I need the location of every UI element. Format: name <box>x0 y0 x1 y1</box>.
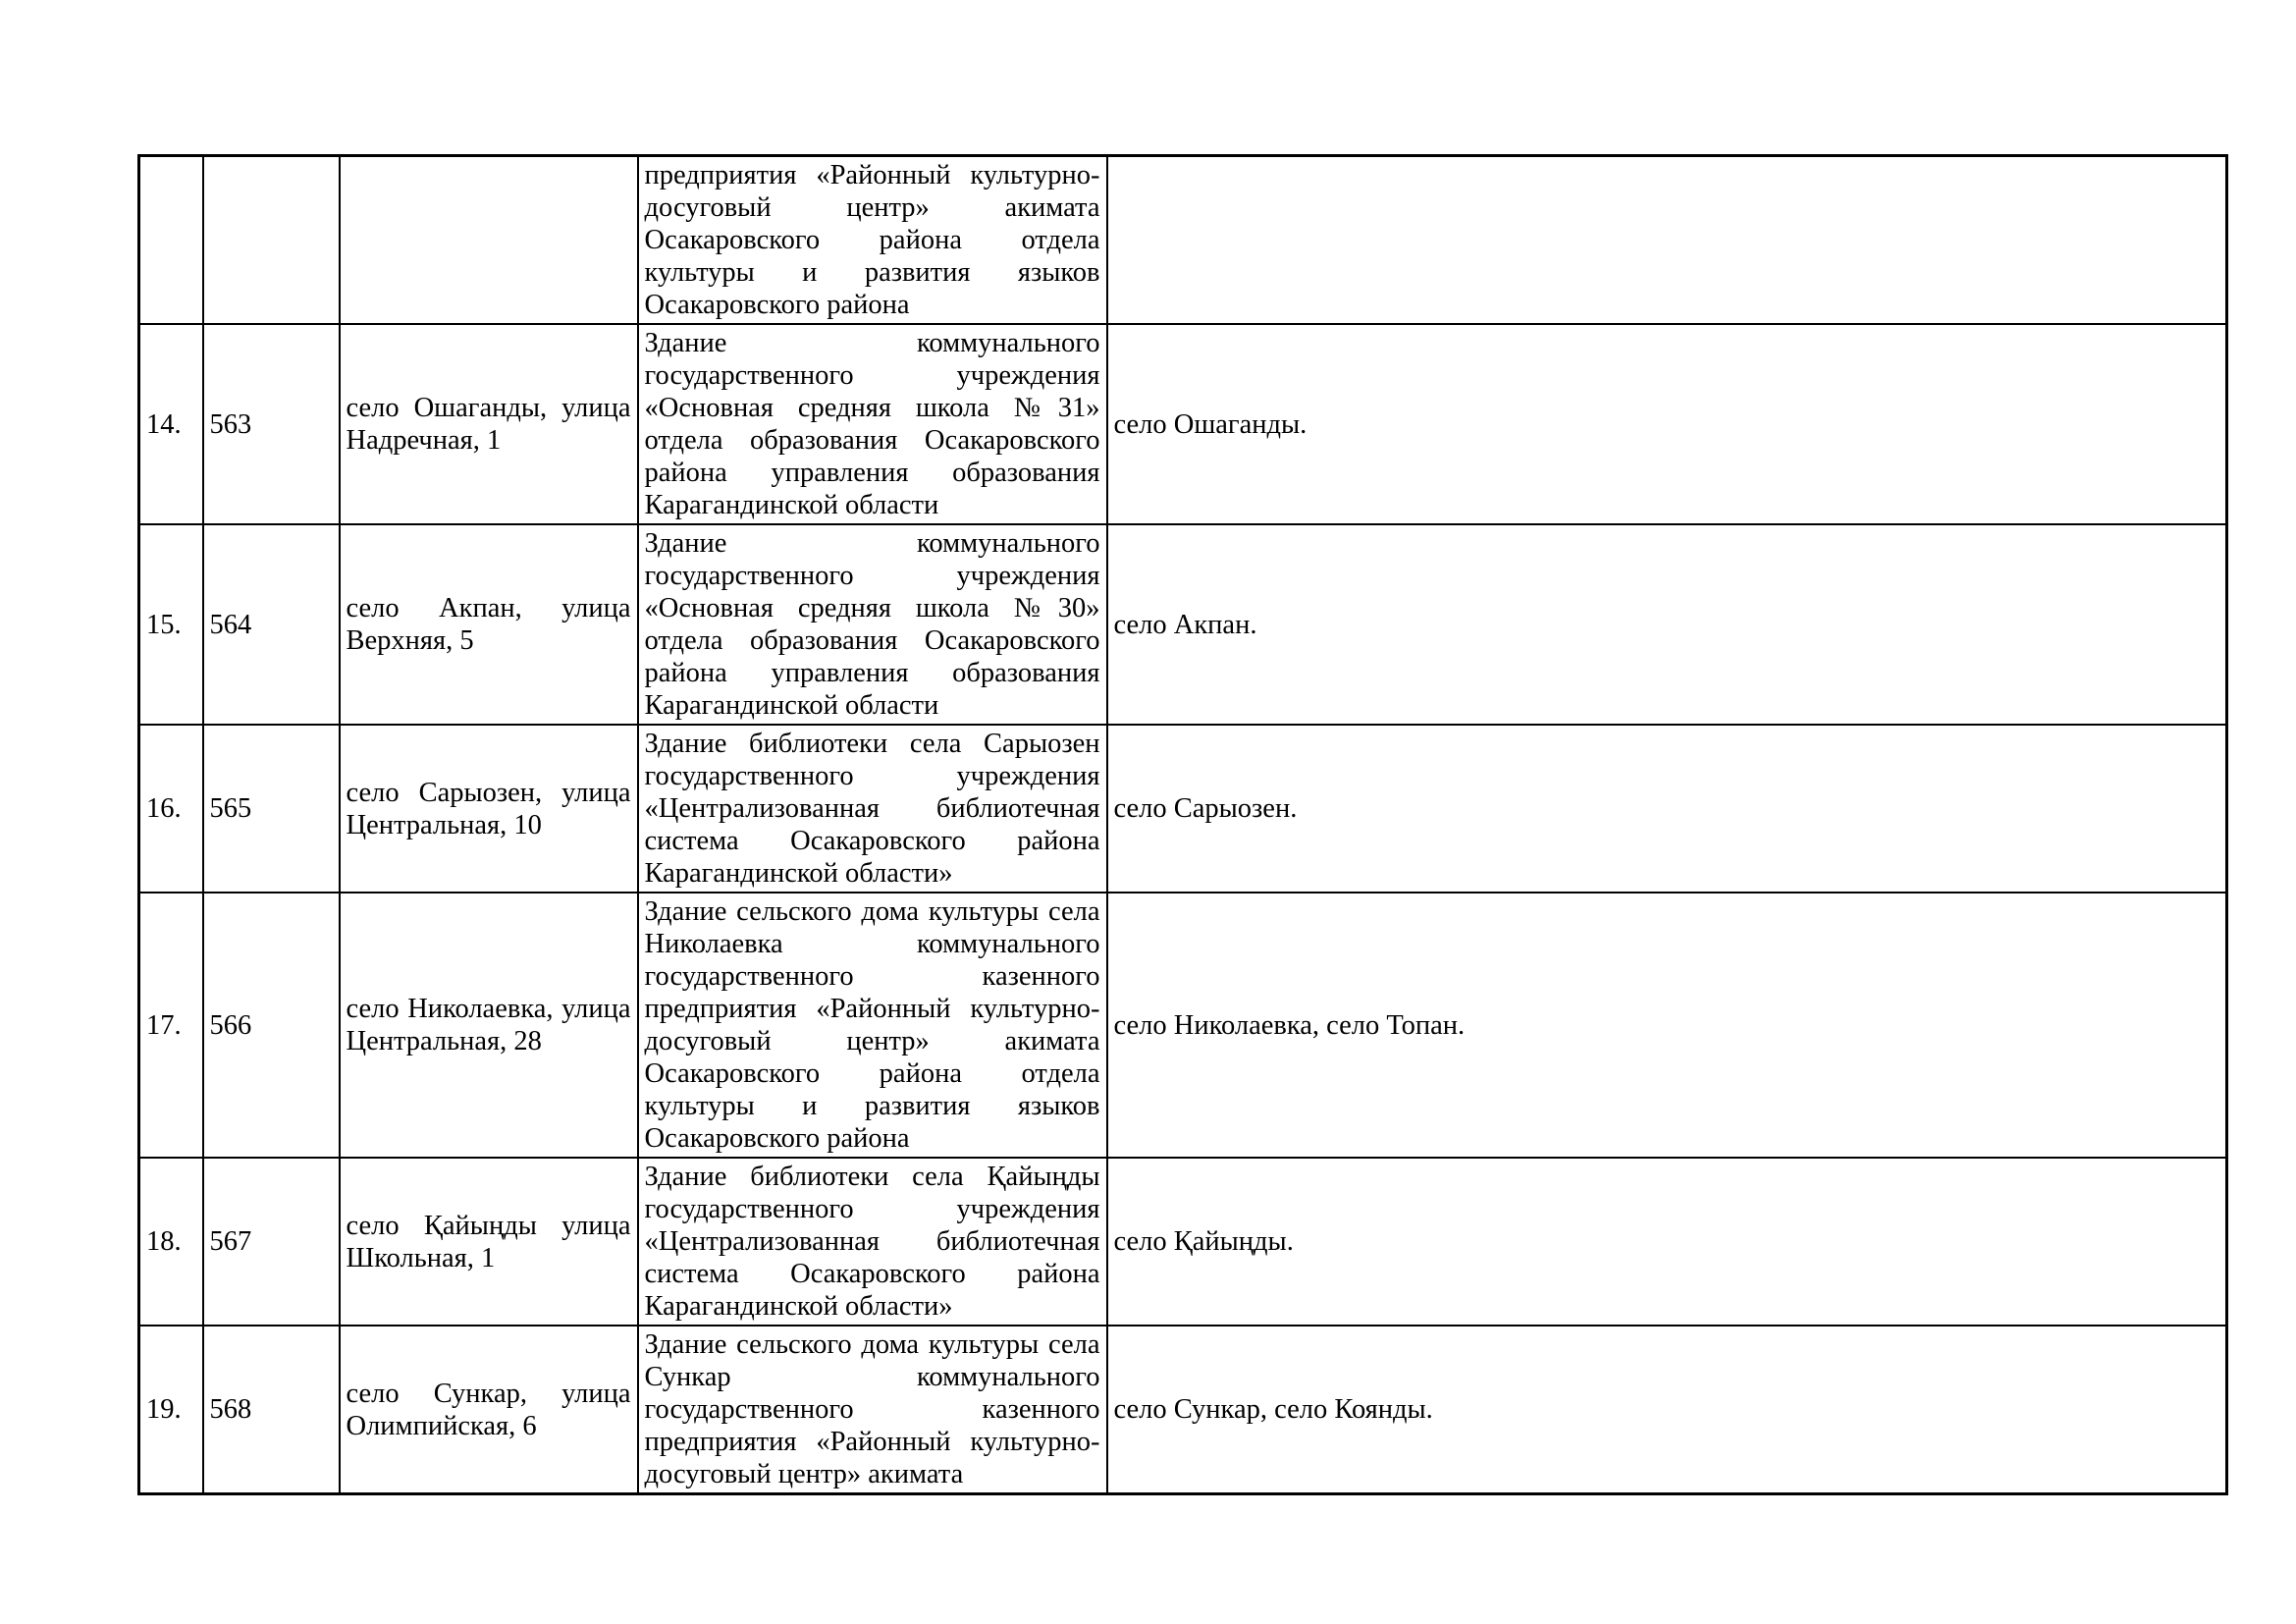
cell-row-number <box>139 156 203 325</box>
cell-row-number: 14. <box>139 324 203 524</box>
cell-settlement: село Сарыозен. <box>1107 725 2227 893</box>
cell-description: Здание коммунального государственного учреждения «Основная средняя школа №31» отдела образования Осакаровского района управления образования Карагандинской области <box>638 324 1107 524</box>
cell-address: село Сункар, улица Олимпийская, 6 <box>340 1326 638 1494</box>
table-row <box>139 1326 2227 1494</box>
table-row <box>139 1158 2227 1326</box>
cell-object-id: 564 <box>203 524 340 725</box>
table-row <box>139 324 2227 524</box>
cell-description: Здание библиотеки села Қайыңды государственного учреждения «Централизованная библиотечная система Осакаровского района Карагандинской области» <box>638 1158 1107 1326</box>
cell-object-id <box>203 156 340 325</box>
table-row <box>139 524 2227 725</box>
cell-address: село Ошаганды, улица Надречная, 1 <box>340 324 638 524</box>
cell-address: село Николаевка, улица Центральная, 28 <box>340 893 638 1158</box>
cell-settlement <box>1107 156 2227 325</box>
cell-row-number: 17. <box>139 893 203 1158</box>
cell-object-id: 566 <box>203 893 340 1158</box>
cell-settlement: село Николаевка, село Топан. <box>1107 893 2227 1158</box>
cell-object-id: 565 <box>203 725 340 893</box>
cell-row-number: 15. <box>139 524 203 725</box>
cell-row-number: 19. <box>139 1326 203 1494</box>
cell-object-id: 568 <box>203 1326 340 1494</box>
table-row <box>139 156 2227 325</box>
cell-settlement: село Сункар, село Коянды. <box>1107 1326 2227 1494</box>
cell-row-number: 16. <box>139 725 203 893</box>
cell-settlement: село Акпан. <box>1107 524 2227 725</box>
cell-address <box>340 156 638 325</box>
table-row <box>139 893 2227 1158</box>
cell-address: село Қайыңды улица Школьная, 1 <box>340 1158 638 1326</box>
cell-description: предприятия «Районный культурно-досуговый центр» акимата Осакаровского района отдела культуры и развития языков Осакаровского района <box>638 156 1107 325</box>
cell-description: Здание сельского дома культуры села Николаевка коммунального государственного казенного предприятия «Районный культурно-досуговый центр» акимата Осакаровского района отдела культуры и развития языков Осакаровского района <box>638 893 1107 1158</box>
cell-row-number: 18. <box>139 1158 203 1326</box>
cell-settlement: село Қайыңды. <box>1107 1158 2227 1326</box>
cell-settlement: село Ошаганды. <box>1107 324 2227 524</box>
cell-object-id: 563 <box>203 324 340 524</box>
registry-table <box>137 154 2228 1495</box>
cell-description: Здание коммунального государственного учреждения «Основная средняя школа №30» отдела образования Осакаровского района управления образования Карагандинской области <box>638 524 1107 725</box>
cell-description: Здание сельского дома культуры села Сункар коммунального государственного казенного предприятия «Районный культурно-досуговый центр» акимата <box>638 1326 1107 1494</box>
table-row <box>139 725 2227 893</box>
cell-object-id: 567 <box>203 1158 340 1326</box>
cell-address: село Акпан, улица Верхняя, 5 <box>340 524 638 725</box>
cell-description: Здание библиотеки села Сарыозен государственного учреждения «Централизованная библиотечная система Осакаровского района Карагандинской области» <box>638 725 1107 893</box>
cell-address: село Сарыозен, улица Центральная, 10 <box>340 725 638 893</box>
